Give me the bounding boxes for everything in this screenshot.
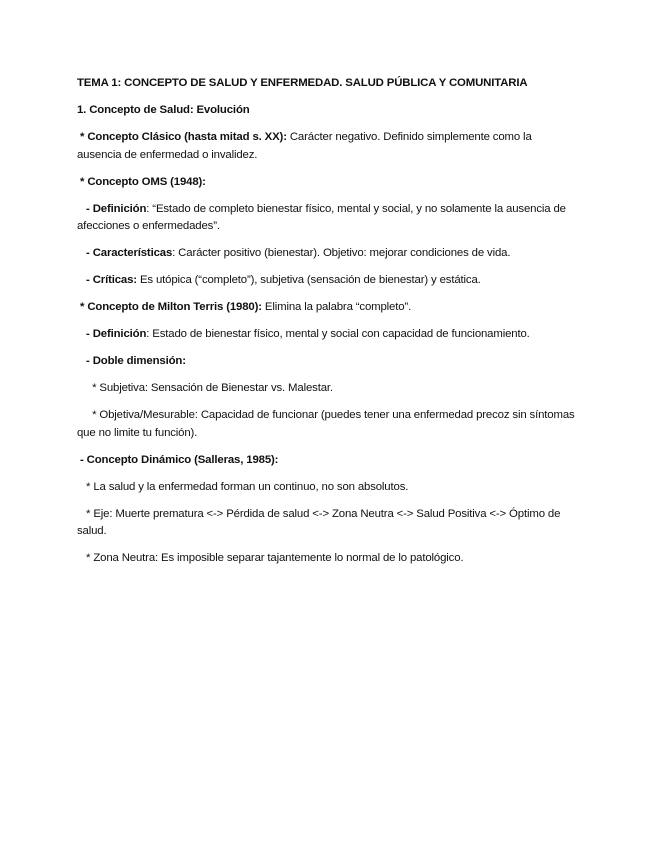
concepto-clasico-text: Carácter negativo. Definido simplemente como la ausencia de enfermedad o invalidez. (77, 131, 532, 161)
terris-definicion-label: - Definición (77, 328, 147, 340)
oms-criticas-label: - Críticas: (77, 274, 137, 286)
oms-definicion-label: - Definición (77, 202, 147, 215)
terris-text: Elimina la palabra “completo”. (261, 301, 412, 313)
paragraph-zona-neutra: * Zona Neutra: Es imposible separar tajantemente lo normal de lo patológico. (77, 552, 464, 564)
paragraph-oms-definicion (77, 201, 577, 236)
paragraph-concepto-clasico (77, 129, 577, 164)
paragraph-subjetiva: * Subjetiva: Sensación de Bienestar vs. Malestar. (77, 382, 333, 394)
document-title: TEMA 1: CONCEPTO DE SALUD Y ENFERMEDAD. SALUD PÚBLICA Y COMUNITARIA (77, 77, 528, 89)
paragraph-oms-caracteristicas (77, 245, 577, 263)
paragraph-continuo: * La salud y la enfermedad forman un continuo, no son absolutos. (77, 480, 409, 493)
oms-criticas-text: Es utópica (“completo”), subjetiva (sensación de bienestar) y estática. (136, 274, 481, 286)
paragraph-oms-criticas (77, 272, 577, 290)
oms-definicion-text: : “Estado de completo bienestar físico, mental y social, y no solamente la ausencia de afecciones o enfermedades”. (77, 202, 566, 232)
oms-caracteristicas-text: : Carácter positivo (bienestar). Objetivo: mejorar condiciones de vida. (172, 247, 511, 259)
terris-definicion-text: : Estado de bienestar físico, mental y social con capacidad de funcionamiento. (146, 328, 530, 340)
oms-caracteristicas-label: - Características (77, 247, 173, 259)
concepto-dinamico-heading: - Concepto Dinámico (Salleras, 1985): (77, 453, 279, 466)
concepto-oms-heading: * Concepto OMS (1948): (77, 175, 206, 188)
paragraph-terris-definicion (77, 326, 577, 344)
section-heading: 1. Concepto de Salud: Evolución (77, 104, 250, 116)
paragraph-terris (77, 299, 577, 317)
terris-label: * Concepto de Milton Terris (1980): (77, 301, 262, 313)
document-body (77, 75, 577, 577)
paragraph-objetiva: * Objetiva/Mesurable: Capacidad de funcionar (puedes tener una enfermedad precoz sin síntomas que no limite tu función). (77, 409, 578, 439)
concepto-clasico-label: * Concepto Clásico (hasta mitad s. XX): (77, 131, 287, 143)
doble-dimension-heading: - Doble dimensión: (77, 355, 186, 367)
paragraph-eje: * Eje: Muerte prematura <-> Pérdida de salud <-> Zona Neutra <-> Salud Positiva <-> Óptimo de salud. (77, 507, 564, 537)
